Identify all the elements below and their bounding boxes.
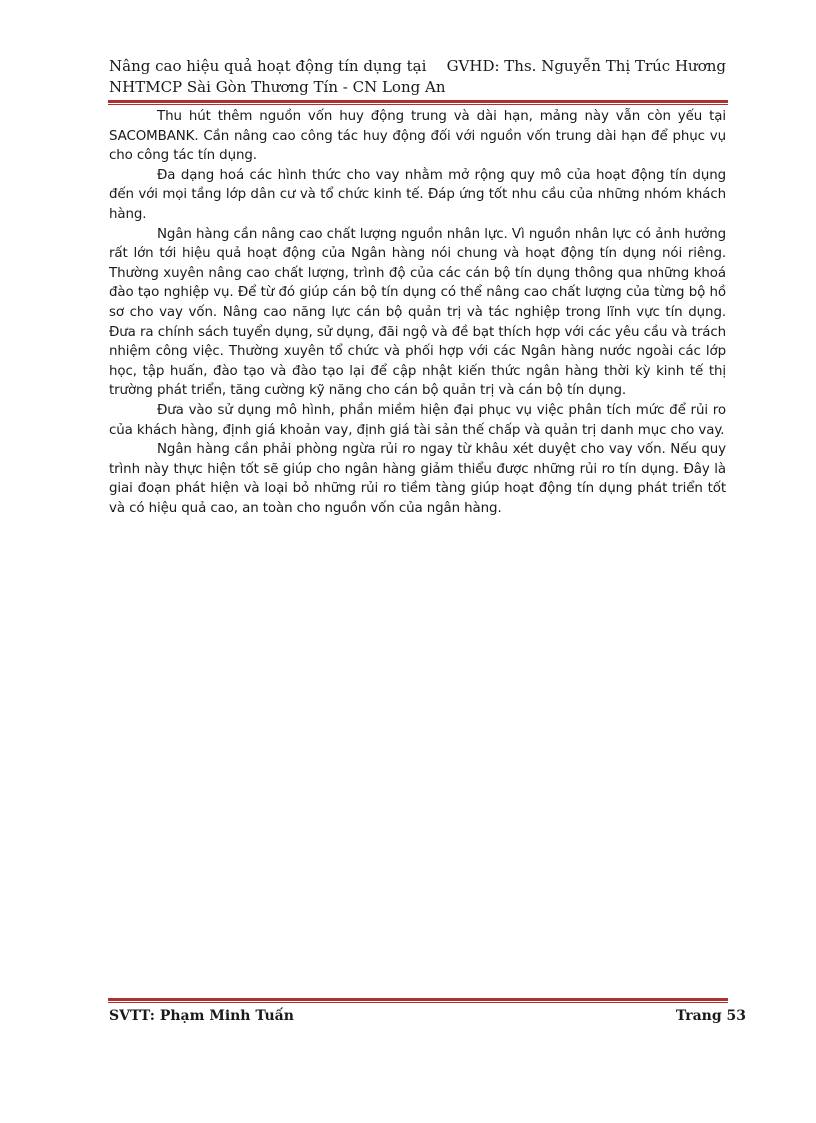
paragraph: Ngân hàng cần phải phòng ngừa rủi ro ngay từ khâu xét duyệt cho vay vốn. Nếu quy trình này thực hiện tốt sẽ giúp cho ngân hàng giảm thiểu được những rủi ro tín dụng. Đây là giai đoạn phát hiện và loại bỏ những rủi ro tiềm tàng giúp hoạt động tín dụng phát triển tốt và có hiệu quả cao, an toàn cho nguồn vốn của ngân hàng. [109, 442, 726, 516]
page-number: Trang 53 [675, 1008, 746, 1024]
footer-divider [108, 998, 728, 1003]
paragraph: Thu hút thêm nguồn vốn huy động trung và dài hạn, mảng này vẫn còn yếu tại SACOMBANK. Cần nâng cao công tác huy động đối với nguồn vốn trung dài hạn để phục vụ cho công tác tín dụng. [109, 109, 726, 164]
paragraph: Đưa vào sử dụng mô hình, phần miềm hiện đại phục vụ việc phân tích mức để rủi ro của khách hàng, định giá khoản vay, định giá tài sản thế chấp và quản trị danh mục cho vay. [109, 402, 726, 438]
page-header [109, 56, 726, 98]
page-body [109, 107, 726, 518]
student-name: SVTT: Phạm Minh Tuấn [109, 1008, 294, 1024]
document-title-line2: NHTMCP Sài Gòn Thương Tín - CN Long An [109, 78, 446, 96]
page-footer [109, 1008, 746, 1024]
advisor-label: GVHD: Ths. Nguyễn Thị Trúc Hương [446, 57, 726, 75]
paragraph: Đa dạng hoá các hình thức cho vay nhằm mở rộng quy mô của hoạt động tín dụng đến với mọi tầng lớp dân cư và tổ chức kinh tế. Đáp ứng tốt nhu cầu của những nhóm khách hàng. [109, 167, 726, 222]
header-row-2 [109, 77, 726, 98]
header-row-1 [109, 56, 726, 77]
header-divider [108, 100, 728, 105]
paragraph: Ngân hàng cần nâng cao chất lượng nguồn nhân lực. Vì nguồn nhân lực có ảnh hưởng rất lớn tới hiệu quả hoạt động của Ngân hàng nói chung và hoạt động tín dụng nói riêng. Thường xuyên nâng cao chất lượng, trình độ của các cán bộ tín dụng thông qua những khoá đào tạo nghiệp vụ. Để từ đó giúp cán bộ tín dụng có thể nâng cao chất lượng của từng bộ hồ sơ cho vay vốn. Nâng cao năng lực cán bộ quản trị và tác nghiệp trong lĩnh vực tín dụng. Đưa ra chính sách tuyển dụng, sử dụng, đãi ngộ và đề bạt thích hợp với các yêu cầu và trách nhiệm công việc. Thường xuyên tổ chức và phối hợp với các Ngân hàng nước ngoài các lớp học, tập huấn, đào tạo và đào tạo lại để cập nhật kiến thức ngân hàng thời kỳ kinh tế thị trường phát triển, tăng cường kỹ năng cho cán bộ quản trị và cán bộ tín dụng. [109, 226, 726, 399]
document-title-line1: Nâng cao hiệu quả hoạt động tín dụng tại [109, 57, 427, 75]
